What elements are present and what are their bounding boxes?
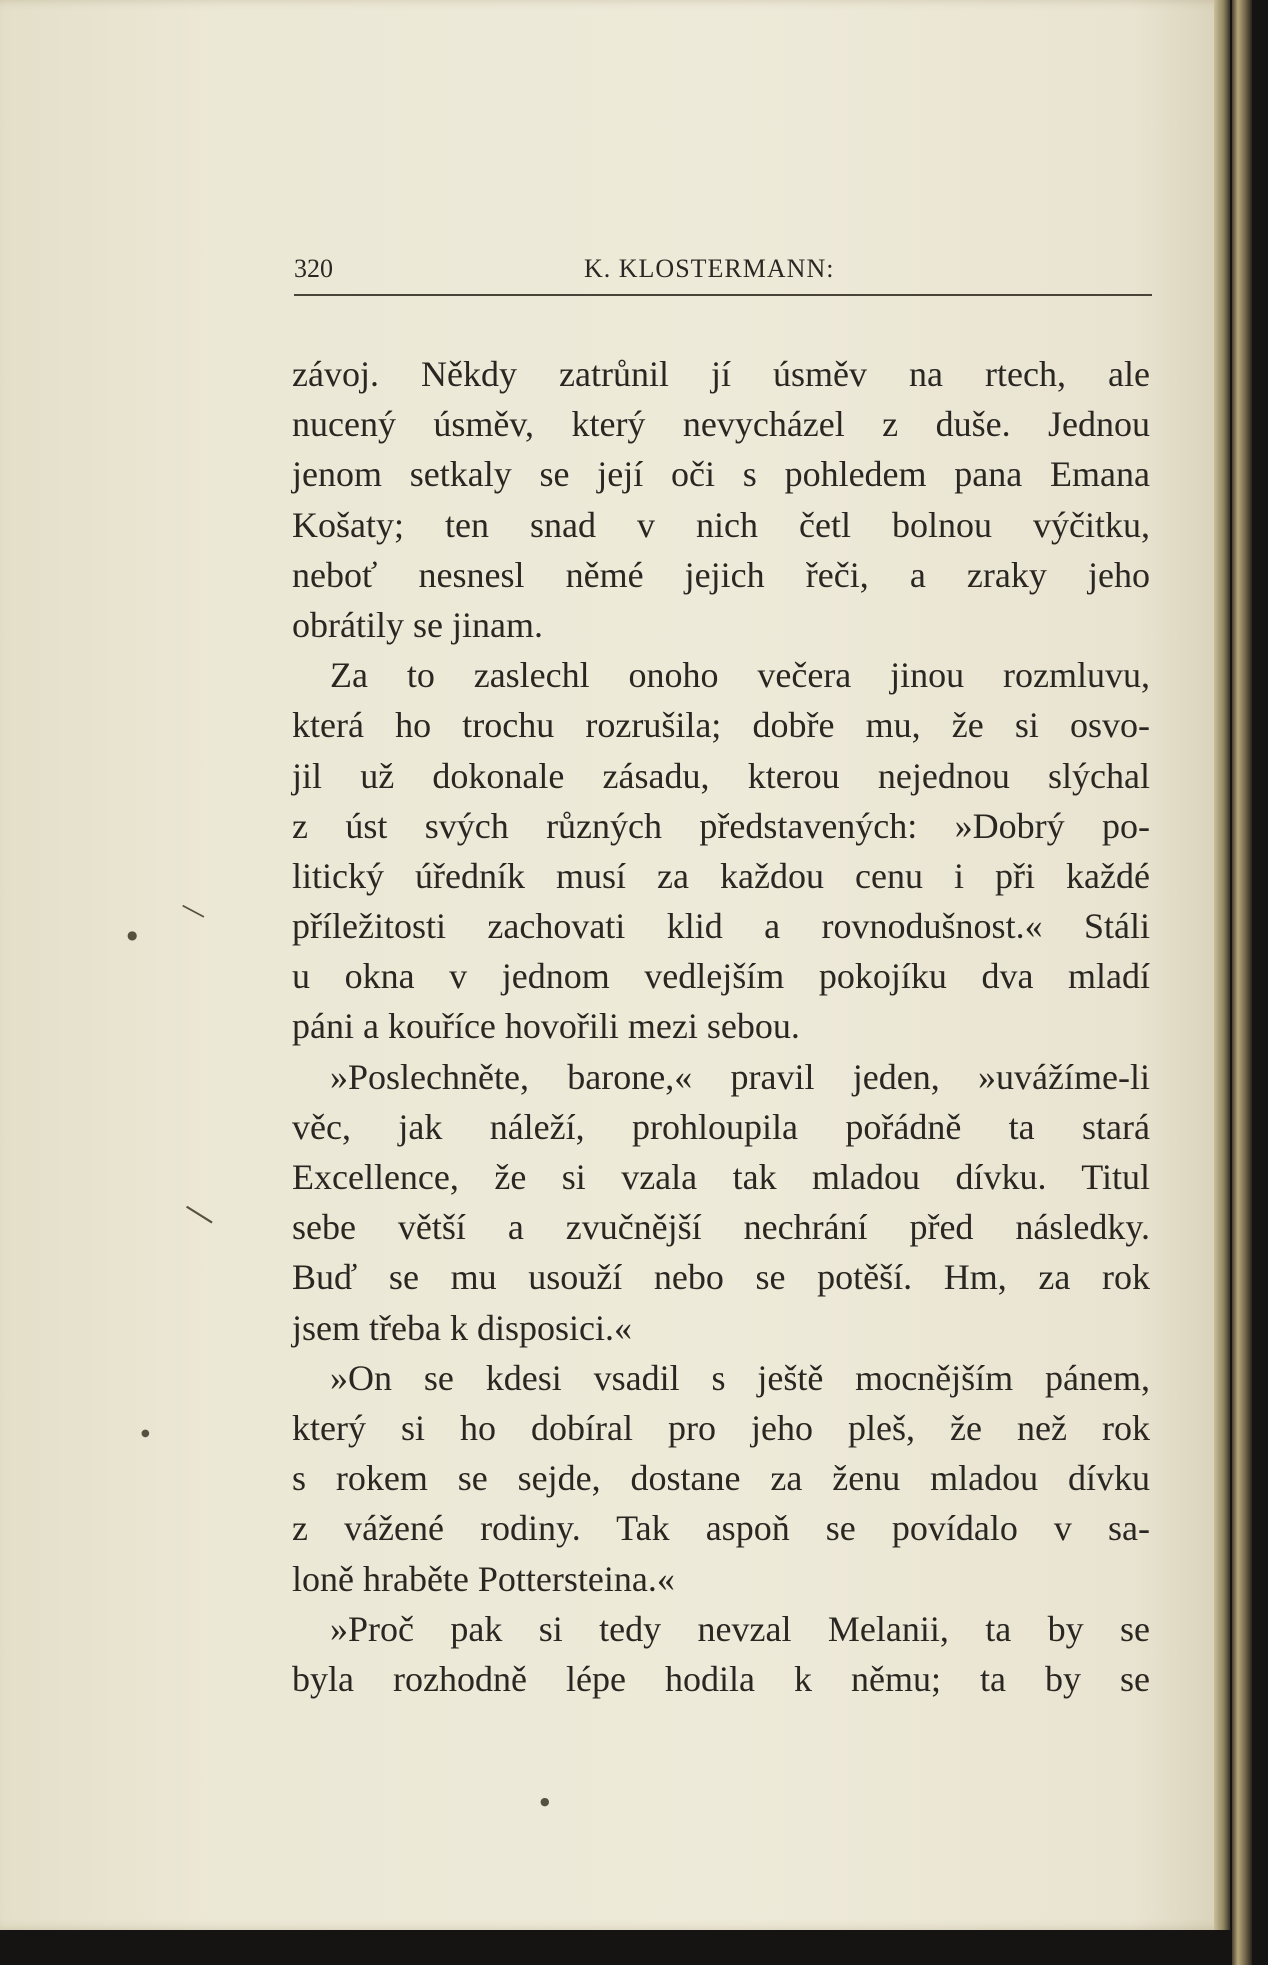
body-text xyxy=(292,349,1150,1704)
text-line: Buď se mu usouží nebo se potěší. Hm, za rok xyxy=(292,1257,1150,1298)
text-line: neboť nesnesl němé jejich řeči, a zraky jeho xyxy=(292,554,1150,595)
text-line: Za to zaslechl onoho večera jinou rozmluvu, xyxy=(330,655,1150,696)
page-number: 320 xyxy=(294,254,333,283)
page-edge xyxy=(1214,0,1230,1930)
text-line: nucený úsměv, který nevycházel z duše. Jednou xyxy=(292,404,1150,445)
book-binding-edge xyxy=(1232,0,1252,1965)
text-line: Košaty; ten snad v nich četl bolnou výčitku, xyxy=(292,504,1150,545)
running-head: K. KLOSTERMANN: xyxy=(584,254,835,283)
margin-mark: ― xyxy=(176,892,212,928)
text-line: věc, jak náleží, prohloupila pořádně ta stará xyxy=(292,1106,1150,1147)
page-header xyxy=(294,250,1152,296)
text-line: sebe větší a zvučnější nechrání před následky. xyxy=(292,1207,1150,1248)
text-line: byla rozhodně lépe hodila k němu; ta by se xyxy=(292,1658,1150,1699)
margin-mark: ● xyxy=(540,1795,550,1808)
text-line: jil už dokonale zásadu, kterou nejednou slýchal xyxy=(292,755,1150,796)
text-line: závoj. Někdy zatrůnil jí úsměv na rtech, ale xyxy=(292,354,1150,394)
text-line: obrátily se jinam. xyxy=(292,604,543,645)
text-line: který si ho dobíral pro jeho pleš, že než rok xyxy=(292,1407,1150,1448)
text-line: páni a kouříce hovořili mezi sebou. xyxy=(292,1006,800,1047)
margin-mark: ― xyxy=(178,1190,222,1237)
text-line: z vážené rodiny. Tak aspoň se povídalo v sa- xyxy=(292,1508,1150,1549)
text-line: Excellence, že si vzala tak mladou dívku. Titul xyxy=(292,1157,1150,1197)
text-line: litický úředník musí za každou cenu i při každé xyxy=(292,855,1150,896)
text-line: s rokem se sejde, dostane za ženu mladou dívku xyxy=(292,1458,1150,1499)
text-line: »On se kdesi vsadil s ještě mocnějším pánem, xyxy=(330,1357,1150,1398)
text-line: jenom setkaly se její oči s pohledem pana Emana xyxy=(292,454,1150,495)
margin-mark: ● xyxy=(141,1428,150,1439)
text-line: »Poslechněte, barone,« pravil jeden, »uvážíme-li xyxy=(330,1056,1150,1097)
margin-mark: ● xyxy=(127,928,138,942)
text-line: u okna v jednom vedlejším pokojíku dva mladí xyxy=(292,956,1150,997)
text-line: která ho trochu rozrušila; dobře mu, že si osvo- xyxy=(292,705,1150,746)
text-line: »Proč pak si tedy nevzal Melanii, ta by se xyxy=(330,1608,1150,1649)
text-line: z úst svých různých představených: »Dobrý po- xyxy=(292,805,1150,846)
text-line: loně hraběte Pottersteina.« xyxy=(292,1558,675,1599)
text-line: jsem třeba k disposici.« xyxy=(292,1307,632,1348)
text-line: příležitosti zachovati klid a rovnodušnost.« Stáli xyxy=(292,906,1150,947)
